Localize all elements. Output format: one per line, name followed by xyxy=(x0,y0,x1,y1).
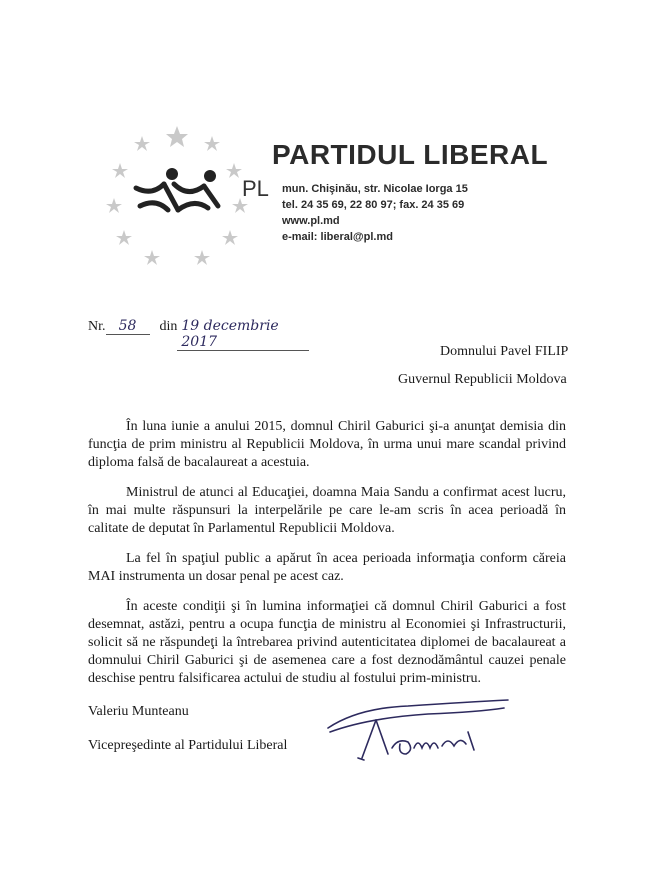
party-website: www.pl.md xyxy=(282,215,340,227)
party-address: mun. Chişinău, str. Nicolae Iorga 15 xyxy=(282,183,468,195)
signatory-name: Valeriu Munteanu xyxy=(88,704,189,719)
body-paragraph-4: În aceste condiţii şi în lumina informaţiei că domnul Chiril Gaburici a fost desemnat, astăzi, pentru a ocupa funcţia de ministru al Economiei şi Infrastructurii, solicit să ne răspundeţi la întrebarea privind autenticitatea diplomei de bacalaureat a domnului Chiril Gaburici şi de asemenea care a fost deznodământul cauzei penale deschise pentru falsificarea actului de studiu al fostului prim-ministru. xyxy=(88,599,566,686)
din-label: din xyxy=(159,319,178,334)
body-paragraph-1: În luna iunie a anului 2015, domnul Chiril Gaburici şi-a anunţat demisia din funcţia de prim ministru al Republicii Moldova, în urma unui mare scandal privind diploma falsă de bacalaureat a acestuia. xyxy=(88,419,566,470)
reference-number: 58 xyxy=(106,318,150,335)
recipient-name: Domnului Pavel FILIP xyxy=(440,344,569,359)
recipient-institution: Guvernul Republicii Moldova xyxy=(398,372,567,387)
letter-body xyxy=(88,418,566,700)
party-email: e-mail: liberal@pl.md xyxy=(282,231,393,243)
body-paragraph-2: Ministrul de atunci al Educaţiei, doamna Maia Sandu a confirmat acest lucru, în mai multe răspunsuri la interpelările pe care le-am scris în acea perioadă în calitate de deputat în Parlamentul Republicii Moldova. xyxy=(88,485,566,536)
signatory-role: Vicepreşedinte al Partidului Liberal xyxy=(88,738,288,753)
pl-mark: PL xyxy=(242,176,269,201)
reference-line xyxy=(88,318,309,351)
body-paragraph-3: La fel în spaţiul public a apărut în acea perioada informaţia conform căreia MAI instrumenta un dosar penal pe acest caz. xyxy=(88,551,566,584)
reference-date: 19 decembrie 2017 xyxy=(177,318,309,351)
party-logo xyxy=(102,118,252,268)
nr-label: Nr. xyxy=(88,319,106,334)
handwritten-signature xyxy=(318,688,518,768)
party-name: PARTIDUL LIBERAL xyxy=(272,139,549,170)
party-phone: tel. 24 35 69, 22 80 97; fax. 24 35 69 xyxy=(282,199,465,211)
